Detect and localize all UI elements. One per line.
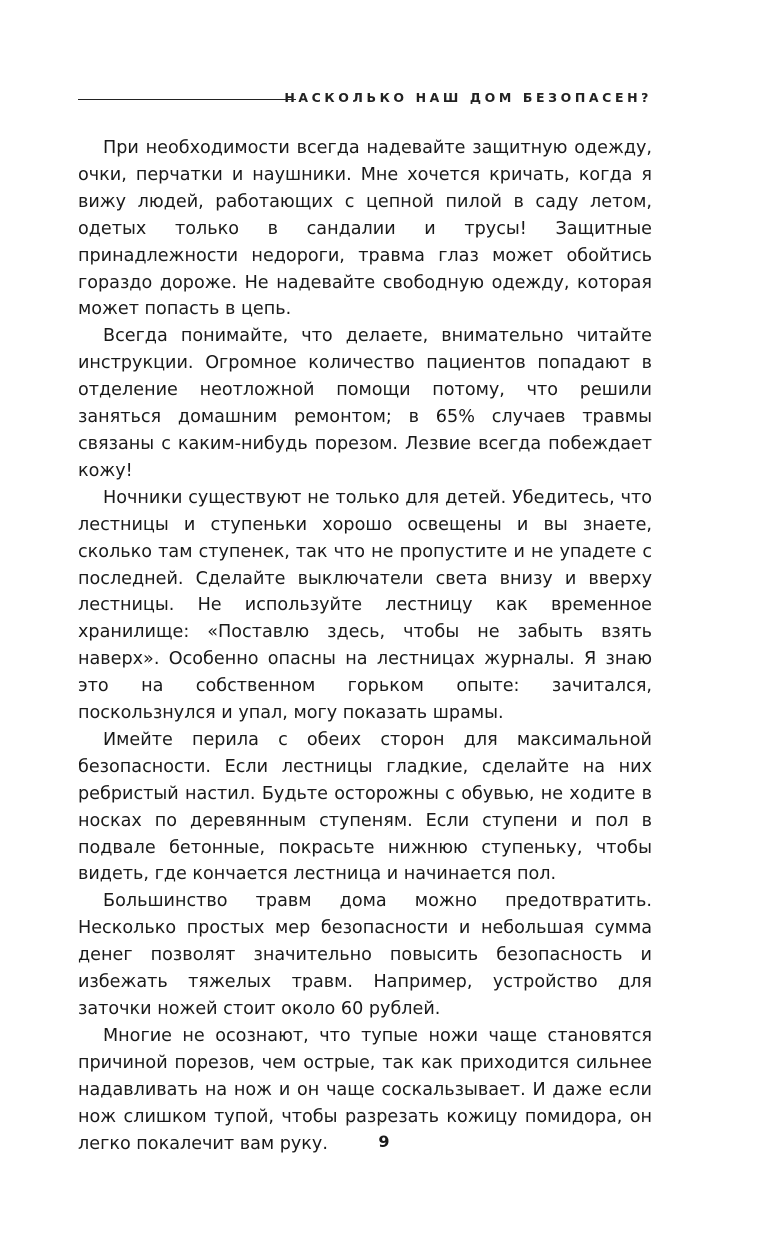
page-number: 9	[378, 1132, 390, 1151]
running-header	[78, 88, 652, 112]
paragraph: Большинство травм дома можно предотвратить. Несколько простых мер безопасности и небольшая сумма денег позволят значительно повысить безопасность и избежать тяжелых травм. Например, устройство для заточки ножей стоит около 60 рублей.	[78, 891, 652, 1019]
paragraph: Ночники существуют не только для детей. Убедитесь, что лестницы и ступеньки хорошо освещены и вы знаете, сколько там ступенек, так что не пропустите и не упадете с последней. Сделайте выключатели света внизу и вверху лестницы. Не используйте лестницу как временное хранилище: «Поставлю здесь, чтобы не забыть взять наверх». Особенно опасны на лестницах журналы. Я знаю это на собственном горьком опыте: зачитался, поскользнулся и упал, могу показать шрамы.	[78, 487, 652, 724]
header-rule	[78, 99, 296, 100]
body-text	[78, 135, 652, 1157]
paragraph: Многие не осознают, что тупые ножи чаще становятся причиной порезов, чем острые, так как приходится сильнее надавливать на нож и он чаще соскальзывает. И даже если нож слишком тупой, чтобы разрезать кожицу помидора, он легко покалечит вам руку.	[78, 1025, 652, 1154]
paragraph: Всегда понимайте, что делаете, внимательно читайте инструкции. Огромное количество пациентов попадают в отделение неотложной помощи потому, что решили заняться домашним ремонтом; в 65% случаев травмы связаны с каким-нибудь порезом. Лезвие всегда побеждает кожу!	[78, 326, 652, 481]
paragraph: При необходимости всегда надевайте защитную одежду, очки, перчатки и наушники. Мне хочется кричать, когда я вижу людей, работающих с цепной пилой в саду летом, одетых только в сандалии и трусы! Защитные принадлежности недороги, травма глаз может обойтись гораздо дороже. Не надевайте свободную одежду, которая может попасть в цепь.	[78, 138, 652, 320]
paragraph: Имейте перила с обеих сторон для максимальной безопасности. Если лестницы гладкие, сделайте на них ребристый настил. Будьте осторожны с обувью, не ходите в носках по деревянным ступеням. Если ступени и пол в подвале бетонные, покрасьте нижнюю ступеньку, чтобы видеть, где кончается лестница и начинается пол.	[78, 729, 652, 885]
running-title: НАСКОЛЬКО НАШ ДОМ БЕЗОПАСЕН?	[284, 90, 652, 105]
